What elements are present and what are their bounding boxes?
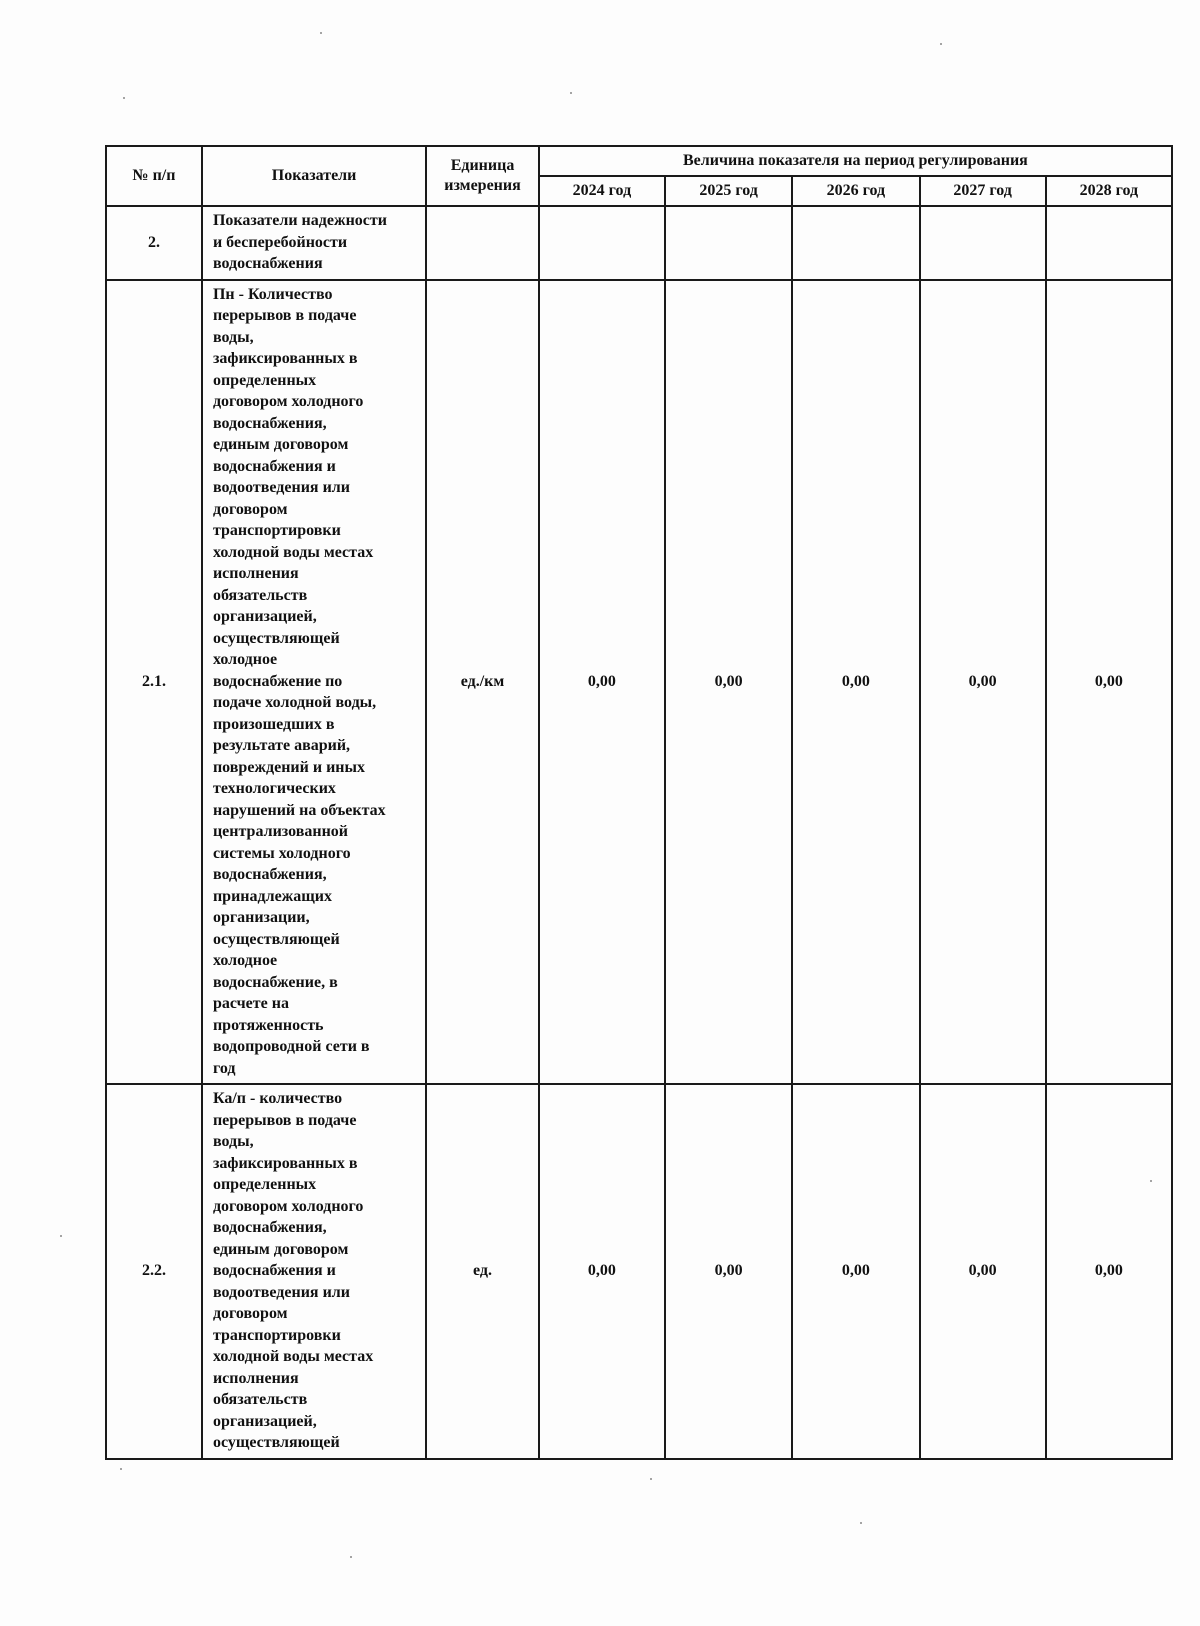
desc-line: протяженность xyxy=(212,1016,324,1034)
scan-speck xyxy=(650,1478,652,1480)
desc-line: холодное xyxy=(212,952,278,969)
desc-line: холодной воды местах xyxy=(212,543,374,561)
desc-line: договором холодного xyxy=(212,393,364,410)
desc-line: системы холодного xyxy=(212,844,351,862)
row-value: 0,00 xyxy=(920,280,1046,1085)
desc-line: организацией, xyxy=(212,608,317,625)
scan-speck xyxy=(940,43,942,45)
desc-line: Ка/п - количество xyxy=(212,1090,343,1107)
desc-line: водоснабжения, xyxy=(212,866,327,883)
desc-line: подаче холодной воды, xyxy=(212,694,377,711)
row-number: 2. xyxy=(106,206,202,280)
desc-line: исполнения xyxy=(212,1369,299,1387)
scan-speck xyxy=(60,1235,62,1237)
desc-line: централизованной xyxy=(212,823,349,840)
row-value: 0,00 xyxy=(665,280,792,1085)
scan-speck xyxy=(320,32,322,34)
desc-line: водоснабжение по xyxy=(212,672,343,690)
scan-speck xyxy=(860,1522,862,1524)
desc-line: технологических xyxy=(212,780,336,797)
header-year: 2024 год xyxy=(539,176,665,206)
desc-line: водоснабжения, xyxy=(212,1219,327,1236)
desc-line: воды, xyxy=(212,1133,254,1150)
desc-line: зафиксированных в xyxy=(212,1154,358,1172)
desc-line: договором холодного xyxy=(212,1197,364,1215)
desc-line: перерывов в подаче xyxy=(212,307,357,324)
desc-line: водоснабжение, в xyxy=(212,973,338,991)
row-value: 0,00 xyxy=(792,280,919,1085)
desc-line: нарушений на объектах xyxy=(212,801,386,819)
row-description xyxy=(202,1084,426,1459)
scan-speck xyxy=(120,1468,122,1470)
desc-line: водоотведения или xyxy=(212,1283,350,1301)
desc-line: определенных xyxy=(212,371,317,389)
desc-line: принадлежащих xyxy=(212,887,333,905)
desc-line: водоотведения или xyxy=(212,479,350,496)
desc-line: транспортировки xyxy=(212,1326,341,1344)
desc-line: исполнения xyxy=(212,565,299,582)
row-description xyxy=(202,280,426,1085)
desc-line: водоснабжения, xyxy=(212,414,327,432)
row-value: 0,00 xyxy=(920,1084,1046,1459)
row-unit: ед./км xyxy=(426,280,539,1085)
desc-line: расчете на xyxy=(212,995,289,1012)
desc-line: договором xyxy=(212,500,288,518)
header-row-1 xyxy=(106,146,1172,176)
desc-line: единым договором xyxy=(212,1240,349,1258)
header-indicator: Показатели xyxy=(202,146,426,206)
row-value: 0,00 xyxy=(792,1084,919,1459)
row-number: 2.1. xyxy=(106,280,202,1085)
scan-speck xyxy=(570,92,572,94)
header-year: 2026 год xyxy=(792,176,919,206)
row-value: 0,00 xyxy=(1046,1084,1172,1459)
desc-line: Пн - Количество xyxy=(212,285,333,303)
desc-line: Показатели надежности xyxy=(212,212,387,229)
desc-line: воды, xyxy=(212,328,254,346)
table-row xyxy=(106,280,1172,1085)
header-year: 2027 год xyxy=(920,176,1046,206)
table-row xyxy=(106,206,1172,280)
row-value: 0,00 xyxy=(665,1084,792,1459)
header-period: Величина показателя на период регулирования xyxy=(539,146,1172,176)
desc-line: водоснабжения и xyxy=(212,457,336,475)
desc-line: осуществляющей xyxy=(212,1434,340,1451)
desc-line: определенных xyxy=(212,1176,317,1193)
row-description xyxy=(202,206,426,280)
header-unit-line2: измерения xyxy=(444,177,521,194)
table-row xyxy=(106,1084,1172,1459)
desc-line: холодной воды местах xyxy=(212,1348,374,1365)
desc-line: зафиксированных в xyxy=(212,350,358,367)
desc-line: год xyxy=(212,1059,236,1077)
desc-line: обязательств xyxy=(212,586,308,604)
desc-line: единым договором xyxy=(212,436,349,453)
desc-line: повреждений и иных xyxy=(212,758,366,776)
row-value xyxy=(665,206,792,280)
header-year: 2028 год xyxy=(1046,176,1172,206)
desc-line: и бесперебойности xyxy=(212,233,348,251)
desc-line: водопроводной сети в xyxy=(212,1038,370,1055)
desc-line: транспортировки xyxy=(212,522,341,539)
desc-line: водоснабжения и xyxy=(212,1262,336,1279)
header-year: 2025 год xyxy=(665,176,792,206)
row-value xyxy=(539,206,665,280)
header-unit xyxy=(426,146,539,206)
desc-line: осуществляющей xyxy=(212,629,340,647)
scan-speck xyxy=(123,97,125,99)
header-num: № п/п xyxy=(106,146,202,206)
desc-line: перерывов в подаче xyxy=(212,1111,357,1129)
header-unit-line1: Единица xyxy=(450,157,515,174)
scan-speck xyxy=(350,1556,352,1558)
row-value xyxy=(792,206,919,280)
desc-line: договором xyxy=(212,1305,288,1322)
row-unit xyxy=(426,206,539,280)
desc-line: произошедших в xyxy=(212,715,335,733)
desc-line: результате аварий, xyxy=(212,737,351,754)
row-value: 0,00 xyxy=(1046,280,1172,1085)
desc-line: осуществляющей xyxy=(212,930,340,948)
desc-line: водоснабжения xyxy=(212,255,323,272)
desc-line: холодное xyxy=(212,651,278,668)
desc-line: обязательств xyxy=(212,1391,308,1408)
row-value xyxy=(920,206,1046,280)
desc-line: организации, xyxy=(212,909,310,926)
row-unit: ед. xyxy=(426,1084,539,1459)
row-value: 0,00 xyxy=(539,280,665,1085)
indicators-table xyxy=(105,145,1173,1460)
row-number: 2.2. xyxy=(106,1084,202,1459)
scan-speck xyxy=(1150,1180,1152,1182)
desc-line: организацией, xyxy=(212,1412,317,1430)
row-value xyxy=(1046,206,1172,280)
row-value: 0,00 xyxy=(539,1084,665,1459)
